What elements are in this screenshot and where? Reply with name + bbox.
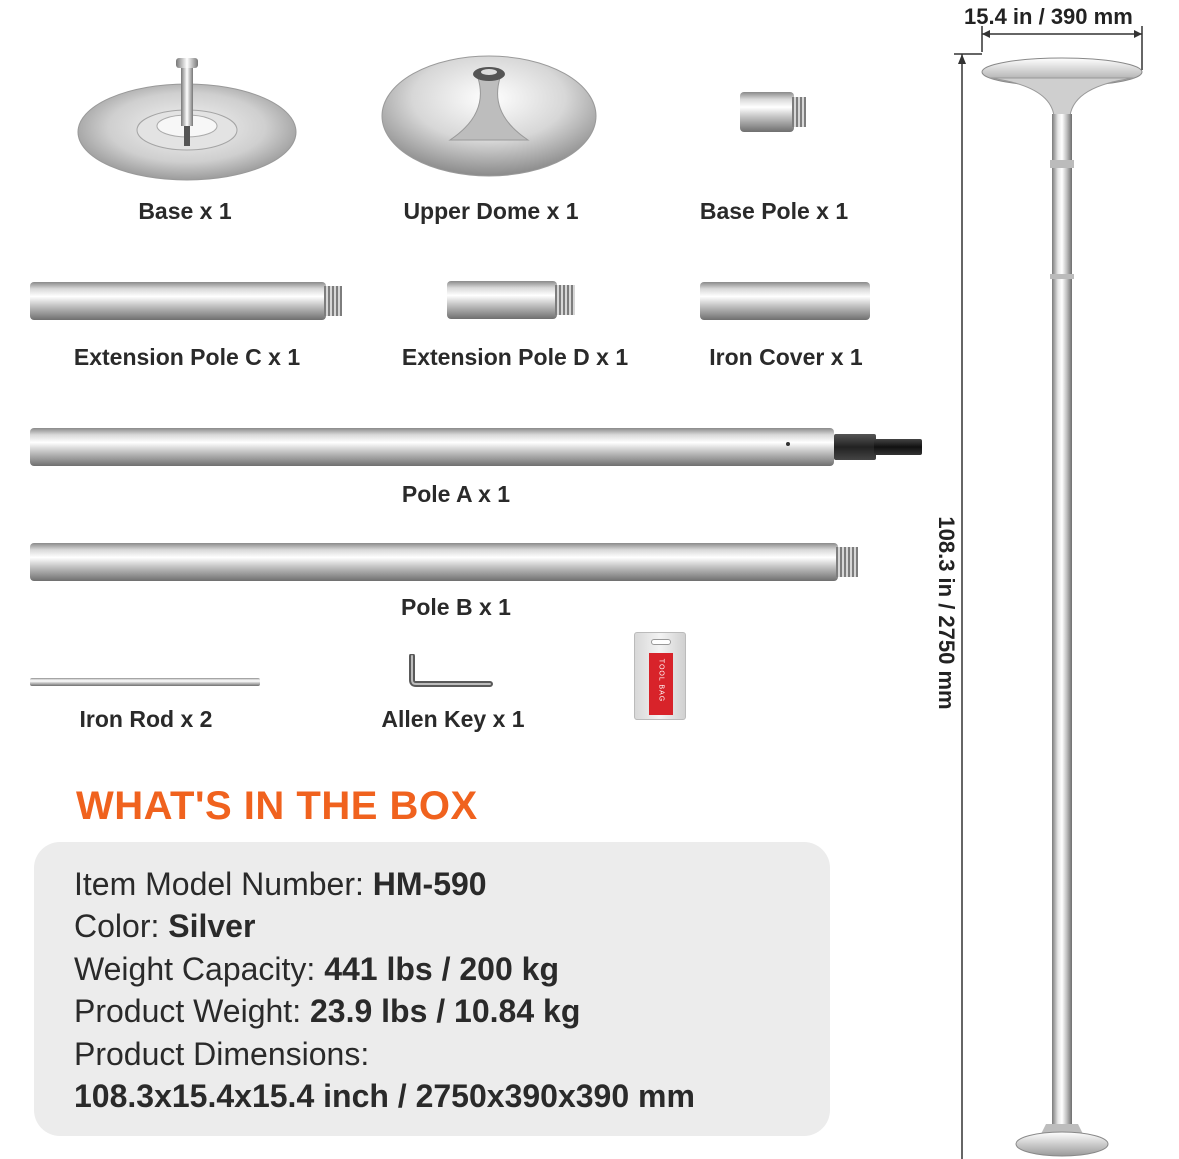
spec-capacity-value: 441 lbs / 200 kg bbox=[324, 951, 559, 987]
spec-weight-value: 23.9 lbs / 10.84 kg bbox=[309, 993, 581, 1029]
extension-pole-d-image bbox=[447, 281, 575, 319]
spec-box bbox=[34, 842, 830, 1136]
iron-cover-label: Iron Cover x 1 bbox=[709, 344, 863, 370]
spec-capacity-label: Weight Capacity: bbox=[74, 951, 325, 987]
pole-a-label: Pole A x 1 bbox=[401, 481, 511, 507]
pole-a-image bbox=[30, 428, 922, 466]
whats-in-the-box-heading: WHAT'S IN THE BOX bbox=[76, 784, 478, 828]
spec-color-value: Silver bbox=[168, 908, 256, 944]
spec-weight bbox=[74, 993, 580, 1030]
upper-dome-label: Upper Dome x 1 bbox=[403, 198, 579, 224]
width-dimension-label: 15.4 in / 390 mm bbox=[964, 4, 1133, 29]
spec-dimensions-value: 108.3x15.4x15.4 inch / 2750x390x390 mm bbox=[74, 1078, 695, 1114]
spec-weight-label: Product Weight: bbox=[74, 993, 310, 1029]
iron-rod-image bbox=[30, 678, 260, 686]
assembled-pole-image bbox=[950, 24, 1172, 1159]
base-pole-label: Base Pole x 1 bbox=[699, 198, 849, 224]
spec-model bbox=[74, 866, 487, 903]
tool-bag-text: TOOL BAG bbox=[657, 658, 665, 703]
spec-color bbox=[74, 908, 255, 945]
allen-key-image bbox=[404, 654, 494, 688]
base-label: Base x 1 bbox=[138, 198, 232, 224]
spec-color-label: Color: bbox=[74, 908, 169, 944]
extension-pole-c-image bbox=[30, 282, 342, 320]
pole-b-label: Pole B x 1 bbox=[401, 594, 511, 620]
iron-rod-label: Iron Rod x 2 bbox=[79, 706, 213, 732]
upper-dome-image bbox=[380, 44, 598, 180]
tool-bag-image bbox=[634, 632, 686, 720]
spec-model-value: HM-590 bbox=[372, 866, 487, 902]
base-pole-image bbox=[740, 92, 806, 132]
extension-pole-d-label: Extension Pole D x 1 bbox=[401, 344, 629, 370]
spec-capacity bbox=[74, 951, 559, 988]
base-image bbox=[76, 48, 298, 182]
height-dimension-label: 108.3 in / 2750 mm bbox=[934, 516, 959, 710]
iron-cover-image bbox=[700, 282, 870, 320]
allen-key-label: Allen Key x 1 bbox=[381, 706, 525, 732]
spec-model-label: Item Model Number: bbox=[74, 866, 373, 902]
spec-dimensions-label: Product Dimensions: bbox=[74, 1036, 370, 1072]
pole-b-image bbox=[30, 543, 858, 581]
extension-pole-c-label: Extension Pole C x 1 bbox=[73, 344, 301, 370]
